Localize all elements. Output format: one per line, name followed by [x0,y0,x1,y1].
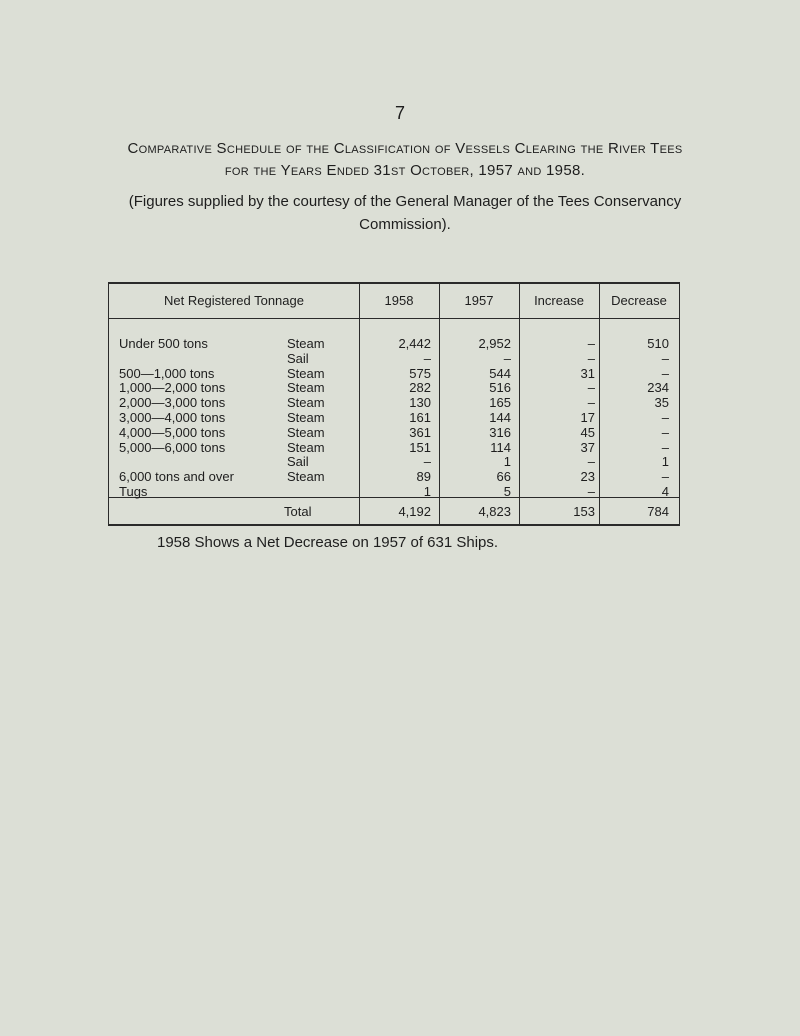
row-tonnage: 4,000—5,000 tons [119,424,226,440]
row-decrease: – [661,410,669,425]
row-1957: 1 [503,454,511,470]
summary-note: 1958 Shows a Net Decrease on 1957 of 631 Ships. [157,534,499,551]
row-decrease: 234 [647,380,669,396]
subtitle-line-2: Commission). [359,216,451,233]
row-increase: 37 [580,439,595,455]
table-row [109,396,679,410]
row-decrease: – [661,350,669,366]
row-increase: – [587,336,595,351]
header-tonnage: Net Registered Tonnage [164,293,304,308]
row-vessel-type: Steam [287,439,325,455]
row-vessel-type: Sail [287,350,309,366]
row-1958: 282 [409,380,431,396]
table-row [109,337,679,351]
row-1958: 2,442 [398,336,431,351]
table-row [109,441,679,455]
total-decrease: 784 [647,504,669,519]
row-vessel-type: Steam [287,410,325,425]
row-increase: – [587,454,595,470]
row-decrease: 1 [661,454,669,470]
row-1957: 165 [489,395,511,411]
table-row [109,485,679,499]
row-1958: 89 [416,469,431,485]
row-decrease: – [661,424,669,440]
table-row [109,426,679,440]
row-1957: 144 [489,410,511,425]
row-decrease: – [661,469,669,485]
row-decrease: – [661,365,669,381]
row-increase: 31 [580,365,595,381]
table-row [109,455,679,469]
row-vessel-type: Steam [287,395,325,411]
total-row [109,501,679,522]
header-divider [109,318,679,319]
table-row [109,367,679,381]
row-increase: – [587,395,595,411]
row-tonnage: 5,000—6,000 tons [119,439,226,455]
row-tonnage: 6,000 tons and over [119,469,234,485]
table-row [109,470,679,484]
row-increase: 23 [580,469,595,485]
header-1957: 1957 [464,293,494,308]
row-1957: 5 [503,484,511,499]
row-increase: 45 [580,424,595,440]
page-title [90,138,720,182]
title-line-2: for the Years Ended 31st October, 1957 and 1958. [224,162,586,179]
total-label: Total [284,504,312,519]
row-increase: – [587,380,595,396]
row-1957: 2,952 [478,336,511,351]
row-vessel-type: Steam [287,365,325,381]
row-decrease: – [661,439,669,455]
row-tonnage: Under 500 tons [119,336,208,351]
row-vessel-type: Sail [287,454,309,470]
row-1958: – [423,350,431,366]
row-vessel-type: Steam [287,424,325,440]
page-number: 7 [394,103,405,123]
row-vessel-type: Steam [287,380,325,396]
total-increase: 153 [573,504,595,519]
table-row [109,352,679,366]
row-tonnage: 3,000—4,000 tons [119,410,226,425]
row-increase: 17 [580,410,595,425]
row-decrease: 4 [661,484,669,499]
row-increase: – [587,484,595,499]
row-tonnage: Tugs [119,484,148,499]
row-1958: 161 [409,410,431,425]
row-tonnage: 1,000—2,000 tons [119,380,226,396]
row-1958: 151 [409,439,431,455]
row-1958: 130 [409,395,431,411]
subtitle [100,190,710,236]
row-1957: 66 [496,469,511,485]
row-tonnage: 500—1,000 tons [119,365,215,381]
header-1958: 1958 [384,293,414,308]
row-1957: 114 [490,439,511,455]
row-decrease: 510 [647,336,669,351]
title-line-1: Comparative Schedule of the Classification of Vessels Clearing the River Tees [127,140,683,157]
vessel-classification-table [108,282,680,526]
row-increase: – [587,350,595,366]
row-1957: 544 [489,365,511,381]
header-decrease: Decrease [611,293,667,308]
row-tonnage: 2,000—3,000 tons [119,395,226,411]
row-1958: 1 [423,484,431,499]
total-1957: 4,823 [478,504,511,519]
subtitle-line-1: (Figures supplied by the courtesy of the General Manager of the Tees Conservancy [128,193,682,210]
total-1958: 4,192 [398,504,431,519]
row-vessel-type: Steam [287,469,325,485]
row-1958: 361 [409,424,431,440]
row-1957: 316 [489,424,511,440]
row-vessel-type: Steam [287,336,325,351]
row-decrease: 35 [654,395,669,411]
row-1958: 575 [409,365,431,381]
header-increase: Increase [534,293,584,308]
table-row [109,411,679,425]
row-1957: – [503,350,511,366]
row-1958: – [423,454,431,470]
row-1957: 516 [489,380,511,396]
table-row [109,381,679,395]
